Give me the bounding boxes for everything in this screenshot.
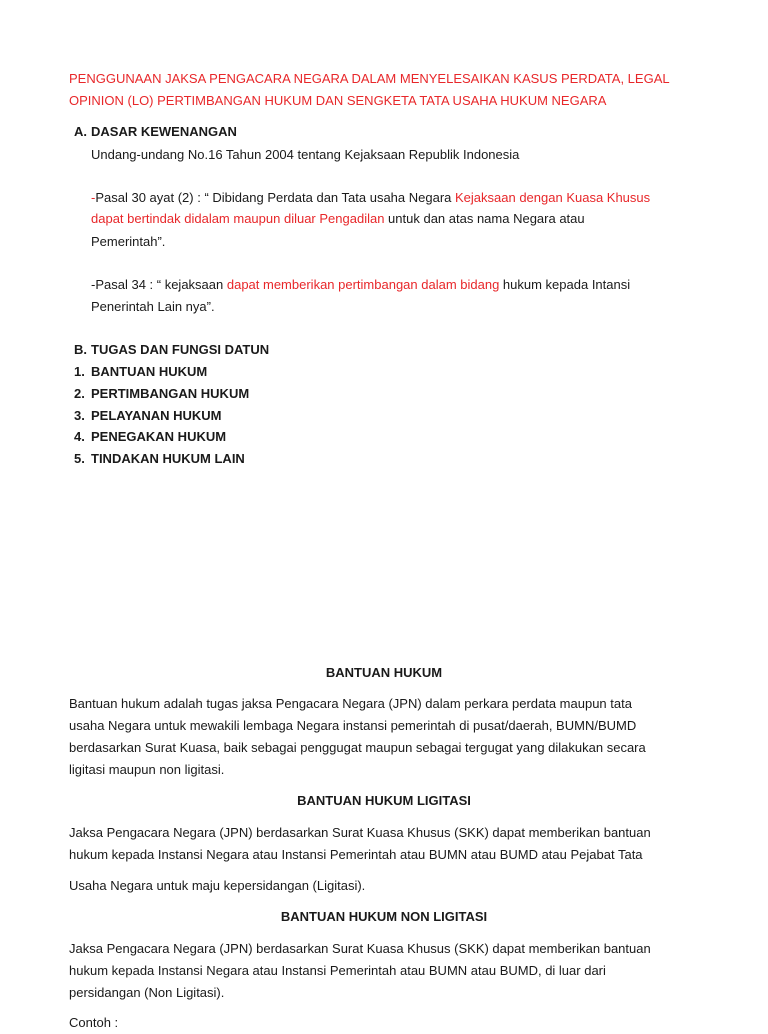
paragraph-line: ligitasi maupun non ligitasi.	[69, 762, 225, 777]
pasal-30-highlight-1: Kejaksaan dengan Kuasa Khusus	[455, 190, 651, 205]
non-ligitasi-heading: BANTUAN HUKUM NON LIGITASI	[280, 909, 488, 924]
list-item-label: BANTUAN HUKUM	[91, 364, 208, 379]
list-item-number: 3.	[74, 408, 85, 423]
bantuan-hukum-heading: BANTUAN HUKUM	[325, 665, 443, 680]
list-item-label: PERTIMBANGAN HUKUM	[91, 386, 250, 401]
pasal-30-line-1	[91, 187, 650, 209]
paragraph-line: Usaha Negara untuk maju kepersidangan (Ligitasi).	[69, 878, 366, 893]
paragraph-line: Jaksa Pengacara Negara (JPN) berdasarkan Surat Kuasa Khusus (SKK) dapat memberikan bantuan	[69, 941, 651, 956]
contoh-label: Contoh :	[69, 1015, 119, 1030]
pasal-30-dash: -	[91, 190, 96, 205]
section-a-marker: A.	[74, 124, 87, 139]
list-item-number: 4.	[74, 429, 85, 444]
paragraph-line: persidangan (Non Ligitasi).	[69, 985, 225, 1000]
pasal-34-text: -Pasal 34 : “ kejaksaan	[91, 277, 227, 292]
list-item-label: PELAYANAN HUKUM	[91, 408, 222, 423]
paragraph-line: hukum kepada Instansi Negara atau Instansi Pemerintah atau BUMN atau BUMD, di luar dari	[69, 963, 606, 978]
ligitasi-heading: BANTUAN HUKUM LIGITASI	[297, 793, 471, 808]
pasal-30-text: Pasal 30 ayat (2) : “ Dibidang Perdata dan Tata usaha Negara	[95, 190, 455, 205]
list-item-number: 2.	[74, 386, 85, 401]
doc-title-line-1: PENGGUNAAN JAKSA PENGACARA NEGARA DALAM MENYELESAIKAN KASUS PERDATA, LEGAL	[69, 71, 670, 86]
pasal-34-line-1	[91, 274, 630, 296]
list-item-label: TINDAKAN HUKUM LAIN	[91, 451, 245, 466]
section-a-heading: DASAR KEWENANGAN	[91, 124, 237, 139]
pasal-30-highlight-2: dapat bertindak didalam maupun diluar Pengadilan	[91, 211, 385, 226]
paragraph-line: Bantuan hukum adalah tugas jaksa Pengacara Negara (JPN) dalam perkara perdata maupun tata	[69, 696, 632, 711]
pasal-30-line-3: Pemerintah”.	[91, 234, 166, 249]
section-b-marker: B.	[74, 342, 87, 357]
list-item-number: 1.	[74, 364, 85, 379]
paragraph-line: Jaksa Pengacara Negara (JPN) berdasarkan Surat Kuasa Khusus (SKK) dapat memberikan bantuan	[69, 825, 651, 840]
pasal-30-text-2: untuk dan atas nama Negara atau	[384, 211, 585, 226]
paragraph-line: usaha Negara untuk mewakili lembaga Negara instansi pemerintah di pusat/daerah, BUMN/BUMD	[69, 718, 637, 733]
pasal-30-line-2	[91, 208, 585, 230]
pasal-34-text-2: hukum kepada Intansi	[499, 277, 631, 292]
section-b-heading: TUGAS DAN FUNGSI DATUN	[91, 342, 270, 357]
paragraph-line: hukum kepada Instansi Negara atau Instansi Pemerintah atau BUMN atau BUMD atau Pejabat Tata	[69, 847, 643, 862]
pasal-34-line-2: Penerintah Lain nya”.	[91, 299, 215, 314]
pasal-34-highlight: dapat memberikan pertimbangan dalam bidang	[226, 277, 500, 292]
law-reference: Undang-undang No.16 Tahun 2004 tentang Kejaksaan Republik Indonesia	[91, 147, 520, 162]
list-item-label: PENEGAKAN HUKUM	[91, 429, 227, 444]
paragraph-line: berdasarkan Surat Kuasa, baik sebagai penggugat maupun sebagai tergugat yang dilakukan secara	[69, 740, 646, 755]
list-item-number: 5.	[74, 451, 85, 466]
doc-title-line-2: OPINION (LO) PERTIMBANGAN HUKUM DAN SENGKETA TATA USAHA HUKUM NEGARA	[69, 93, 607, 108]
